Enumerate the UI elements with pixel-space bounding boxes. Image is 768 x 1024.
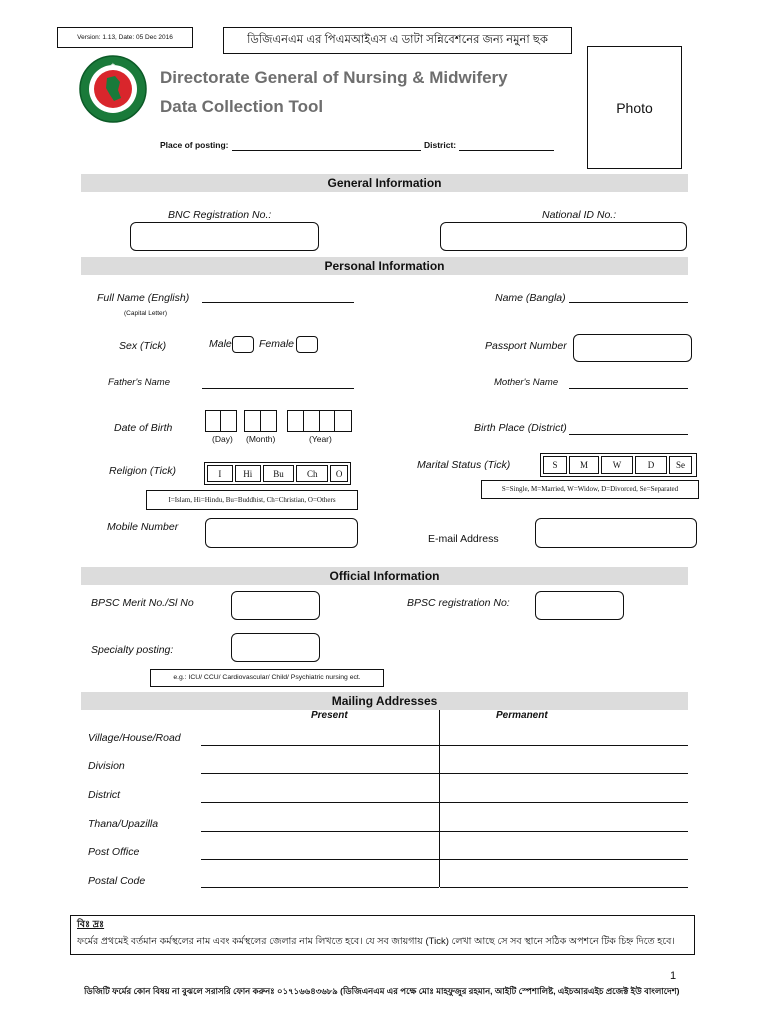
place-of-posting-field[interactable] (232, 150, 421, 151)
address-row-label: Postal Code (88, 875, 146, 887)
mobile-input[interactable] (205, 518, 358, 548)
address-permanent-field[interactable] (440, 745, 688, 746)
birth-place-label: Birth Place (District) (474, 422, 567, 434)
month-caption: (Month) (246, 434, 276, 444)
male-checkbox[interactable] (232, 336, 254, 353)
year-caption: (Year) (309, 434, 332, 444)
note-box (70, 915, 695, 955)
note-title: বিঃ দ্রঃ (77, 919, 105, 930)
mobile-label: Mobile Number (107, 521, 179, 533)
religion-option[interactable]: O (330, 465, 348, 482)
specialty-label: Specialty posting: (91, 644, 174, 656)
name-bangla-field[interactable] (569, 302, 688, 303)
photo-box[interactable] (587, 46, 682, 169)
day-caption: (Day) (212, 434, 233, 444)
marital-option[interactable]: M (569, 456, 599, 474)
address-row-label: District (88, 789, 121, 801)
footer-contact: ডিজিটি ফর্মের কোন বিষয় না বুঝলে সরাসরি ফোন করুনঃ ০১৭১৬৬৪৩৬৮৯ (ডিজিএনএম এর পক্ষে মোঃ মাহফুজুর রহমান, আইটি স্পেশালিষ্ট, এইচআরএইচ প্রজেক্ট ইউ বাংলাদেশ) (84, 986, 680, 996)
marital-options (540, 453, 697, 477)
birth-place-field[interactable] (569, 434, 688, 435)
father-name-field[interactable] (202, 388, 354, 389)
form-title: Data Collection Tool (160, 97, 324, 116)
org-title: Directorate General of Nursing & Midwifery (160, 68, 508, 87)
capital-letter-note: (Capital Letter) (124, 310, 167, 317)
marital-label: Marital Status (Tick) (417, 459, 511, 471)
sex-label: Sex (Tick) (119, 340, 167, 352)
present-column-header: Present (311, 710, 348, 721)
religion-legend-text: I=Islam, Hi=Hindu, Bu=Buddhist, Ch=Christian, O=Others (168, 496, 336, 504)
general-info-heading: General Information (81, 174, 688, 192)
address-permanent-field[interactable] (440, 887, 688, 888)
religion-option[interactable]: I (207, 465, 233, 482)
address-row-label: Thana/Upazilla (88, 818, 159, 830)
marital-option[interactable]: S (543, 456, 567, 474)
district-label: District: (424, 140, 457, 150)
bangla-title-box (223, 27, 572, 54)
place-of-posting-label: Place of posting: (160, 140, 229, 150)
religion-label: Religion (Tick) (109, 465, 177, 477)
address-permanent-field[interactable] (440, 859, 688, 860)
address-present-field[interactable] (201, 745, 439, 746)
address-present-field[interactable] (201, 831, 439, 832)
female-checkbox[interactable] (296, 336, 318, 353)
address-present-field[interactable] (201, 859, 439, 860)
full-name-field[interactable] (202, 302, 354, 303)
address-present-field[interactable] (201, 773, 439, 774)
svg-text:★: ★ (110, 62, 116, 69)
religion-option[interactable]: Hi (235, 465, 261, 482)
official-info-heading: Official Information (81, 567, 688, 585)
dob-day-input[interactable] (205, 410, 237, 432)
dob-year-input[interactable] (287, 410, 352, 432)
version-box (57, 27, 193, 48)
bpsc-merit-label: BPSC Merit No./Sl No (91, 597, 194, 609)
marital-option[interactable]: D (635, 456, 667, 474)
address-permanent-field[interactable] (440, 773, 688, 774)
bpsc-reg-input[interactable] (535, 591, 624, 620)
district-field[interactable] (459, 150, 554, 151)
religion-legend (146, 490, 358, 510)
male-label: Male (209, 338, 232, 350)
religion-option[interactable]: Bu (263, 465, 295, 482)
specialty-example-text: e.g.: ICU/ CCU/ Cardiovascular/ Child/ Psychiatric nursing ect. (173, 674, 361, 681)
female-label: Female (259, 338, 295, 350)
full-name-label: Full Name (English) (97, 292, 190, 304)
photo-label: Photo (616, 99, 653, 116)
religion-options (204, 462, 351, 485)
bnc-reg-input[interactable] (130, 222, 319, 251)
personal-info-heading: Personal Information (81, 257, 688, 275)
bnc-reg-label: BNC Registration No.: (168, 209, 272, 221)
mother-name-label: Mother's Name (494, 377, 559, 388)
mother-name-field[interactable] (569, 388, 688, 389)
address-present-field[interactable] (201, 802, 439, 803)
national-id-input[interactable] (440, 222, 687, 251)
address-permanent-field[interactable] (440, 802, 688, 803)
marital-legend (481, 480, 699, 499)
permanent-column-header: Permanent (496, 710, 548, 721)
passport-input[interactable] (573, 334, 692, 362)
passport-label: Passport Number (485, 340, 567, 352)
marital-legend-text: S=Single, M=Married, W=Widow, D=Divorced, Se=Separated (501, 485, 679, 493)
page-number: 1 (670, 970, 677, 982)
address-row-label: Post Office (88, 846, 140, 858)
column-divider (439, 710, 440, 887)
dob-month-input[interactable] (244, 410, 277, 432)
national-id-label: National ID No.: (542, 209, 617, 221)
bpsc-reg-label: BPSC registration No: (407, 597, 510, 609)
dob-label: Date of Birth (114, 422, 173, 434)
bangla-title: ডিজিএনএম এর পিএমআইএস এ ডাটা সন্নিবেশনের জন্য নমুনা ছক (247, 34, 548, 46)
specialty-example (150, 669, 384, 687)
version-text: Version: 1.13, Date: 05 Dec 2016 (77, 34, 173, 41)
marital-option[interactable]: W (601, 456, 633, 474)
government-logo (79, 54, 147, 124)
address-row-label: Village/House/Road (88, 732, 181, 744)
religion-option[interactable]: Ch (296, 465, 328, 482)
bpsc-merit-input[interactable] (231, 591, 320, 620)
name-bangla-label: Name (Bangla) (495, 292, 566, 304)
father-name-label: Father's Name (108, 377, 171, 388)
email-input[interactable] (535, 518, 697, 548)
specialty-input[interactable] (231, 633, 320, 662)
mailing-heading: Mailing Addresses (81, 692, 688, 710)
note-text: ফর্মের প্রথমেই বর্তমান কর্মস্থলের নাম এবং কর্মস্থলের জেলার নাম লিখতে হবে। যে সব জায়গায় (Tick) লেখা আছে সে সব স্থানে সঠিক অপশনে টিক চিহ্ন দিতে হবে। (77, 936, 675, 947)
address-present-field[interactable] (201, 887, 439, 888)
address-permanent-field[interactable] (440, 831, 688, 832)
email-label: E-mail Address (428, 533, 499, 545)
address-row-label: Division (88, 760, 125, 772)
marital-option[interactable]: Se (669, 456, 692, 474)
